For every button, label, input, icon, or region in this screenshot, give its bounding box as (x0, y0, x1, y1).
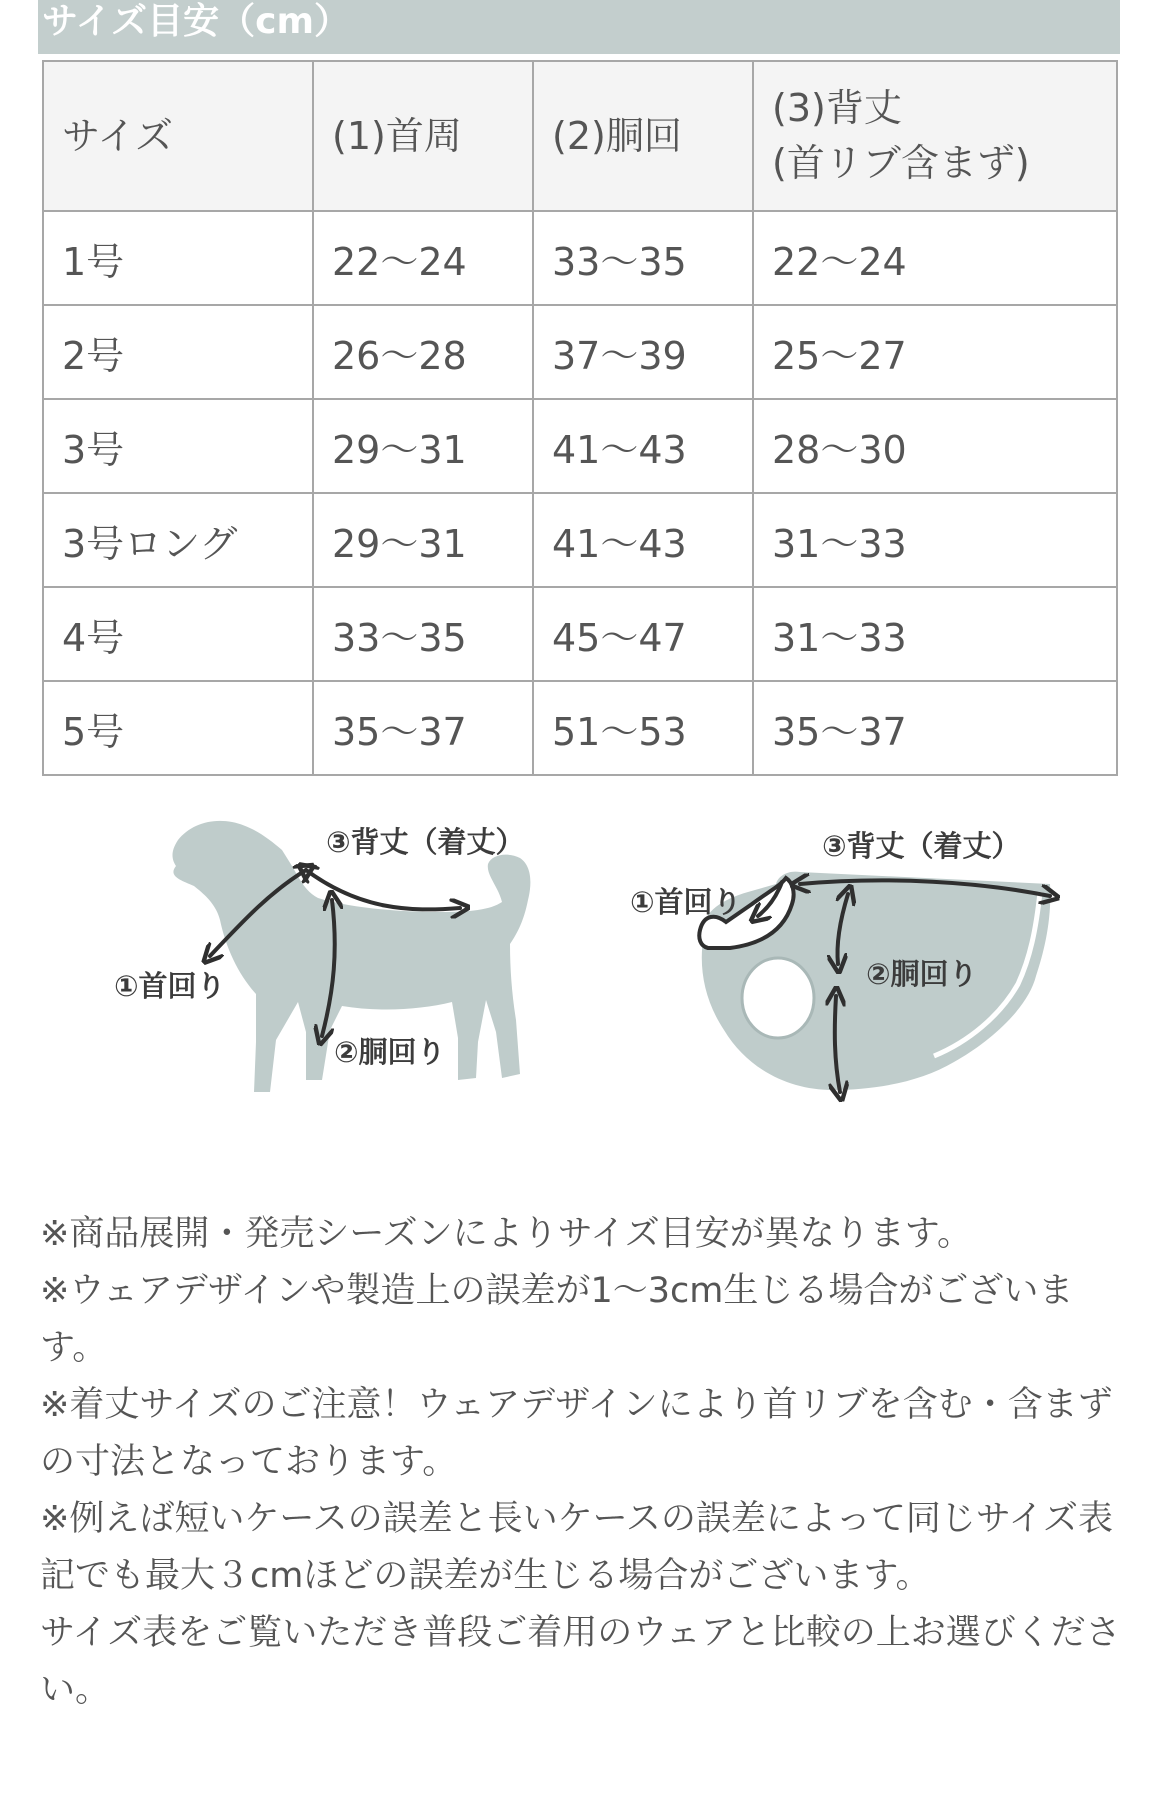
size-table (42, 60, 1118, 776)
header-back-length-line2: (首リブ含まず) (772, 141, 1030, 185)
cell-chest: 51～53 (533, 681, 753, 775)
garment-back-length-label: ③背丈（着丈） (822, 829, 1021, 863)
cell-size: 3号ロング (43, 493, 313, 587)
cell-neck: 33～35 (313, 587, 533, 681)
cell-chest: 45～47 (533, 587, 753, 681)
cell-neck: 29～31 (313, 399, 533, 493)
measurement-diagrams (0, 780, 1170, 1140)
cell-neck: 26～28 (313, 305, 533, 399)
cell-back-length: 25～27 (753, 305, 1117, 399)
note-item: ※着丈サイズのご注意！ウェアデザインにより首リブを含む・含まずの寸法となっております。 (40, 1385, 1113, 1482)
cell-back-length: 35～37 (753, 681, 1117, 775)
note-item: ※ウェアデザインや製造上の誤差が1～3cm生じる場合がございます。 (40, 1271, 1074, 1368)
cell-chest: 37～39 (533, 305, 753, 399)
dog-chest-label: ②胴回り (334, 1035, 446, 1069)
cell-back-length: 31～33 (753, 493, 1117, 587)
table-row (43, 587, 1117, 681)
cell-chest: 33～35 (533, 211, 753, 305)
table-row (43, 681, 1117, 775)
cell-size: 2号 (43, 305, 313, 399)
note-item: ※例えば短いケースの誤差と長いケースの誤差によって同じサイズ表記でも最大３cmほどの誤差が生じる場合がございます。 (40, 1499, 1114, 1596)
table-row (43, 305, 1117, 399)
size-notes (40, 1206, 1125, 1719)
cell-size: 3号 (43, 399, 313, 493)
cell-size: 5号 (43, 681, 313, 775)
header-neck: (1)首周 (313, 61, 533, 211)
cell-neck: 22～24 (313, 211, 533, 305)
cell-back-length: 22～24 (753, 211, 1117, 305)
header-chest: (2)胴回 (533, 61, 753, 211)
cell-size: 1号 (43, 211, 313, 305)
dog-neck-label: ①首回り (114, 969, 226, 1003)
table-row (43, 211, 1117, 305)
cell-chest: 41～43 (533, 399, 753, 493)
cell-size: 4号 (43, 587, 313, 681)
cell-neck: 29～31 (313, 493, 533, 587)
garment-neck-label: ①首回り (630, 885, 742, 919)
cell-back-length: 28～30 (753, 399, 1117, 493)
header-back-length-line1: (3)背丈 (772, 86, 902, 130)
cell-back-length: 31～33 (753, 587, 1117, 681)
table-header-row (43, 61, 1117, 211)
table-row (43, 493, 1117, 587)
dog-back-length-label: ③背丈（着丈） (326, 825, 525, 859)
note-item: サイズ表をご覧いただき普段ご着用のウェアと比較の上お選びください。 (40, 1613, 1121, 1710)
header-back-length (753, 61, 1117, 211)
cell-neck: 35～37 (313, 681, 533, 775)
size-guide-title: サイズ目安（cm） (38, 0, 1120, 54)
note-item: ※商品展開・発売シーズンによりサイズ目安が異なります。 (40, 1214, 972, 1254)
cell-chest: 41～43 (533, 493, 753, 587)
table-row (43, 399, 1117, 493)
header-size: サイズ (43, 61, 313, 211)
garment-chest-label: ②胴回り (866, 957, 978, 991)
